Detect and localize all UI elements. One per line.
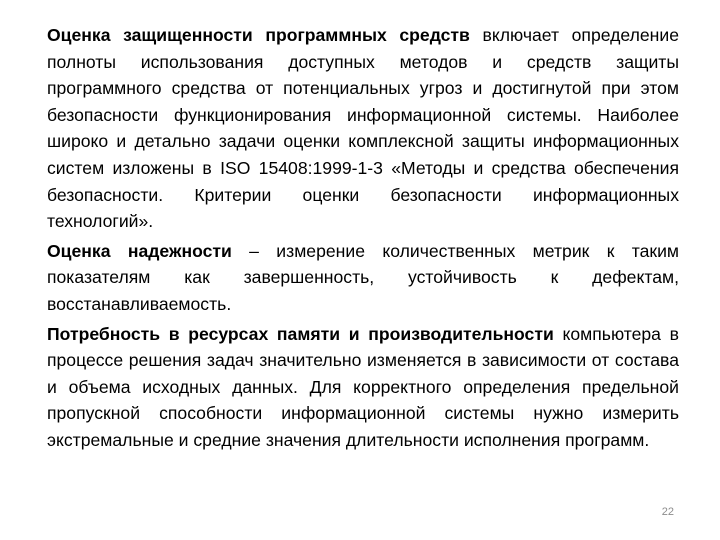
slide-body <box>47 22 679 457</box>
paragraph-reliability-assessment <box>47 238 679 318</box>
paragraph-text: – измерение количественных метрик к таким показателям как завершенность, устойчивость к дефектам, восстанавливаемость. <box>47 240 680 314</box>
paragraph-text: компьютера в процессе решения задач значительно изменяется в зависимости от состава и объема исходных данных. Для корректного определения предельной пропускной способности информационной системы нужно измерить экстремальные и средние значения длительности исполнения программ. <box>47 323 679 450</box>
paragraph-security-assessment <box>47 22 679 235</box>
page-number: 22 <box>661 506 674 518</box>
paragraph-resource-requirements <box>47 321 679 454</box>
paragraph-text: включает определение полноты использования доступных методов и средств защиты программного средства от потенциальных угроз и достигнутой при этом безопасности функционирования информационной системы. Наиболее широко и детально задачи оценки комплексной защиты информационных систем изложены в ISO 15408:1999-1-3 «Методы и средства обеспечения безопасности. Критерии оценки безопасности информационных технологий». <box>47 25 679 232</box>
paragraph-lead: Оценка надежности <box>47 240 232 261</box>
paragraph-lead: Потребность в ресурсах памяти и производительности <box>47 323 554 344</box>
paragraph-lead: Оценка защищенности программных средств <box>47 25 470 45</box>
